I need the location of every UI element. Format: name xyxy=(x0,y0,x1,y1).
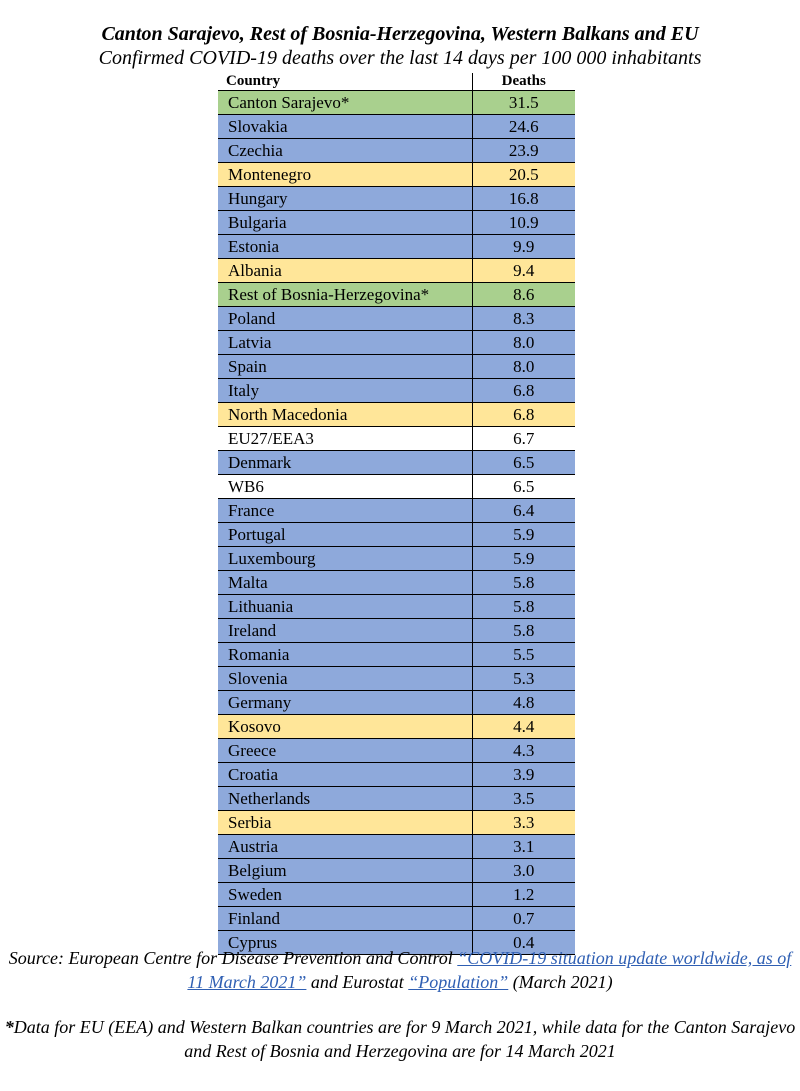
table-row xyxy=(218,787,575,811)
chart-subtitle: Confirmed COVID-19 deaths over the last 14 days per 100 000 inhabitants xyxy=(98,47,702,69)
table-row xyxy=(218,355,575,379)
deaths-cell: 6.5 xyxy=(472,451,575,475)
country-cell: Malta xyxy=(218,571,472,595)
country-cell: Cyprus xyxy=(218,931,472,955)
table-row xyxy=(218,811,575,835)
deaths-cell: 9.9 xyxy=(472,235,575,259)
deaths-cell: 8.0 xyxy=(472,331,575,355)
deaths-cell: 8.3 xyxy=(472,307,575,331)
deaths-cell: 31.5 xyxy=(472,91,575,115)
table-row xyxy=(218,403,575,427)
table-row xyxy=(218,835,575,859)
footnote-text: Data for EU (EEA) and Western Balkan countries are for 9 March 2021, while data for the Canton Sarajevo and Rest of Bosnia and Herzegovina are for 14 March 2021 xyxy=(13,1017,796,1061)
table-row xyxy=(218,451,575,475)
country-cell: Croatia xyxy=(218,763,472,787)
country-cell: France xyxy=(218,499,472,523)
table-row xyxy=(218,331,575,355)
country-cell: Czechia xyxy=(218,139,472,163)
table-body xyxy=(218,91,575,955)
country-cell: Serbia xyxy=(218,811,472,835)
deaths-cell: 4.8 xyxy=(472,691,575,715)
source-prefix: Source: European Centre for Disease Prevention and Control xyxy=(8,948,458,968)
deaths-table xyxy=(218,73,575,955)
country-cell: Spain xyxy=(218,355,472,379)
table-row xyxy=(218,283,575,307)
table-row xyxy=(218,763,575,787)
table-row xyxy=(218,427,575,451)
table-row xyxy=(218,475,575,499)
deaths-cell: 24.6 xyxy=(472,115,575,139)
table-row xyxy=(218,307,575,331)
column-header-country: Country xyxy=(218,73,472,91)
country-cell: Rest of Bosnia-Herzegovina* xyxy=(218,283,472,307)
deaths-cell: 3.3 xyxy=(472,811,575,835)
table-row xyxy=(218,163,575,187)
deaths-cell: 20.5 xyxy=(472,163,575,187)
deaths-cell: 8.0 xyxy=(472,355,575,379)
source-suffix: (March 2021) xyxy=(508,972,613,992)
country-cell: Denmark xyxy=(218,451,472,475)
country-cell: Bulgaria xyxy=(218,211,472,235)
deaths-cell: 6.8 xyxy=(472,403,575,427)
table-row xyxy=(218,619,575,643)
deaths-cell: 3.5 xyxy=(472,787,575,811)
country-cell: Romania xyxy=(218,643,472,667)
table-row xyxy=(218,715,575,739)
table-row xyxy=(218,547,575,571)
country-cell: Netherlands xyxy=(218,787,472,811)
country-cell: Austria xyxy=(218,835,472,859)
country-cell: Poland xyxy=(218,307,472,331)
deaths-cell: 5.5 xyxy=(472,643,575,667)
table-row xyxy=(218,187,575,211)
country-cell: Slovenia xyxy=(218,667,472,691)
deaths-cell: 5.3 xyxy=(472,667,575,691)
country-cell: Portugal xyxy=(218,523,472,547)
deaths-cell: 9.4 xyxy=(472,259,575,283)
table-header-row xyxy=(218,73,575,91)
deaths-cell: 5.9 xyxy=(472,547,575,571)
table-row xyxy=(218,211,575,235)
country-cell: EU27/EEA3 xyxy=(218,427,472,451)
table-row xyxy=(218,883,575,907)
country-cell: Ireland xyxy=(218,619,472,643)
source-link-ecdc[interactable]: “COVID-19 situation update worldwide, as of 11 March 2021” xyxy=(187,948,792,992)
deaths-cell: 6.4 xyxy=(472,499,575,523)
deaths-cell: 10.9 xyxy=(472,211,575,235)
deaths-cell: 6.8 xyxy=(472,379,575,403)
deaths-cell: 5.8 xyxy=(472,619,575,643)
country-cell: Sweden xyxy=(218,883,472,907)
table-row xyxy=(218,91,575,115)
country-cell: Greece xyxy=(218,739,472,763)
country-cell: Albania xyxy=(218,259,472,283)
country-cell: Estonia xyxy=(218,235,472,259)
country-cell: Hungary xyxy=(218,187,472,211)
deaths-cell: 3.0 xyxy=(472,859,575,883)
deaths-cell: 0.4 xyxy=(472,931,575,955)
country-cell: Canton Sarajevo* xyxy=(218,91,472,115)
country-cell: North Macedonia xyxy=(218,403,472,427)
country-cell: Slovakia xyxy=(218,115,472,139)
column-header-deaths: Deaths xyxy=(472,73,575,91)
table-row xyxy=(218,499,575,523)
deaths-cell: 6.7 xyxy=(472,427,575,451)
deaths-cell: 5.8 xyxy=(472,571,575,595)
country-cell: Luxembourg xyxy=(218,547,472,571)
country-cell: Lithuania xyxy=(218,595,472,619)
table-row xyxy=(218,115,575,139)
table-row xyxy=(218,571,575,595)
source-note xyxy=(0,946,800,994)
table-row xyxy=(218,907,575,931)
deaths-cell: 16.8 xyxy=(472,187,575,211)
footnote xyxy=(0,1015,800,1063)
country-cell: Kosovo xyxy=(218,715,472,739)
chart-title: Canton Sarajevo, Rest of Bosnia-Herzegovina, Western Balkans and EU xyxy=(101,23,699,45)
table-row xyxy=(218,235,575,259)
deaths-cell: 23.9 xyxy=(472,139,575,163)
table-row xyxy=(218,139,575,163)
table-row xyxy=(218,523,575,547)
deaths-cell: 6.5 xyxy=(472,475,575,499)
deaths-cell: 1.2 xyxy=(472,883,575,907)
deaths-cell: 8.6 xyxy=(472,283,575,307)
source-middle: and Eurostat xyxy=(306,972,409,992)
table-row xyxy=(218,595,575,619)
country-cell: WB6 xyxy=(218,475,472,499)
deaths-cell: 4.3 xyxy=(472,739,575,763)
deaths-cell: 4.4 xyxy=(472,715,575,739)
country-cell: Finland xyxy=(218,907,472,931)
country-cell: Montenegro xyxy=(218,163,472,187)
deaths-cell: 3.1 xyxy=(472,835,575,859)
country-cell: Belgium xyxy=(218,859,472,883)
table-row xyxy=(218,739,575,763)
deaths-cell: 5.9 xyxy=(472,523,575,547)
table-row xyxy=(218,859,575,883)
table-row xyxy=(218,259,575,283)
footnote-star: * xyxy=(4,1017,14,1037)
country-cell: Latvia xyxy=(218,331,472,355)
country-cell: Germany xyxy=(218,691,472,715)
country-cell: Italy xyxy=(218,379,472,403)
deaths-cell: 0.7 xyxy=(472,907,575,931)
table-row xyxy=(218,691,575,715)
source-link-eurostat[interactable]: “Population” xyxy=(408,972,509,992)
deaths-cell: 5.8 xyxy=(472,595,575,619)
table-row xyxy=(218,667,575,691)
table-row xyxy=(218,643,575,667)
deaths-cell: 3.9 xyxy=(472,763,575,787)
table-row xyxy=(218,379,575,403)
